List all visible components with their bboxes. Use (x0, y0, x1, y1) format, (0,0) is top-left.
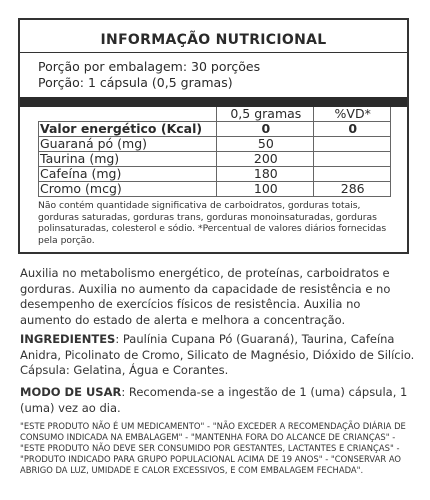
table-row (39, 122, 391, 137)
serving-size: Porção: 1 cápsula (0,5 gramas) (38, 75, 233, 90)
table-row (39, 167, 391, 182)
nutrition-table (38, 107, 391, 197)
table-footnote: Não contém quantidade significativa de carboidratos, gorduras totais, gorduras saturadas, gorduras trans, gorduras monoinsaturadas, gorduras polinsaturadas, colesterol e sódio. *Percentual de valores diários fornecidas pela porção. (38, 200, 387, 246)
ingredients-section (20, 332, 415, 379)
title-divider (20, 52, 407, 53)
nutrient-amount: 200 (217, 152, 314, 167)
table-row (39, 182, 391, 197)
usage-text: : Recomenda-se a ingestão de 1 (uma) cápsula, 1 (uma) vez ao dia. (20, 385, 408, 415)
nutrient-name: Cromo (mcg) (39, 182, 217, 197)
nutrient-name: Cafeína (mg) (39, 167, 217, 182)
nutrient-name: Guaraná pó (mg) (39, 137, 217, 152)
product-description: Auxilia no metabolismo energético, de proteínas, carboidratos e gorduras. Auxilia no aumento da capacidade de resistência e no desempenho de exercícios físicos de resistência. Auxilia no aumento do estado de alerta e melhora a concentração. (20, 266, 391, 327)
nutrient-amount: 180 (217, 167, 314, 182)
nutrient-name: Taurina (mg) (39, 152, 217, 167)
panel-title: INFORMAÇÃO NUTRICIONAL (100, 32, 327, 48)
table-header-cell (39, 107, 217, 122)
usage-label: MODO DE USAR (20, 385, 122, 399)
nutrient-dv (314, 152, 391, 167)
nutrient-dv (314, 137, 391, 152)
table-row (39, 137, 391, 152)
nutrient-dv: 0 (314, 122, 391, 137)
ingredients-label: INGREDIENTES (20, 332, 116, 346)
table-header-cell: 0,5 gramas (217, 107, 314, 122)
nutrient-amount: 0 (217, 122, 314, 137)
ingredients-text: : Paulínia Cupana Pó (Guaraná), Taurina, Cafeína Anidra, Picolinato de Cromo, Silicato de Magnésio, Dióxido de Silício. Cápsula: Gelatina, Água e Corantes. (20, 332, 415, 377)
nutrient-dv: 286 (314, 182, 391, 197)
nutrient-name: Valor energético (Kcal) (39, 122, 217, 137)
table-header-cell: %VD* (314, 107, 391, 122)
nutrition-facts-panel (18, 18, 409, 254)
nutrient-amount: 50 (217, 137, 314, 152)
nutrient-amount: 100 (217, 182, 314, 197)
nutrient-dv (314, 167, 391, 182)
table-row (39, 152, 391, 167)
usage-section (20, 385, 415, 416)
table-header-row (39, 107, 391, 122)
warnings-text: "ESTE PRODUTO NÃO É UM MEDICAMENTO" - "NÃO EXCEDER A RECOMENDAÇÃO DIÁRIA DE CONSUMO INDICADA NA EMBALAGEM" - "MANTENHA FORA DO ALCANCE DE CRIANÇAS" - "ESTE PRODUTO NÃO DEVE SER CONSUMIDO POR GESTANTES, LACTANTES E CRIANÇAS" - "PRODUTO INDICADO PARA GRUPO POPULACIONAL ACIMA DE 19 ANOS" - "CONSERVAR AO ABRIGO DA LUZ, UMIDADE E CALOR EXCESSIVOS, E COM EMBALAGEM FECHADA". (20, 421, 406, 475)
servings-per-package: Porção por embalagem: 30 porções (38, 59, 261, 74)
